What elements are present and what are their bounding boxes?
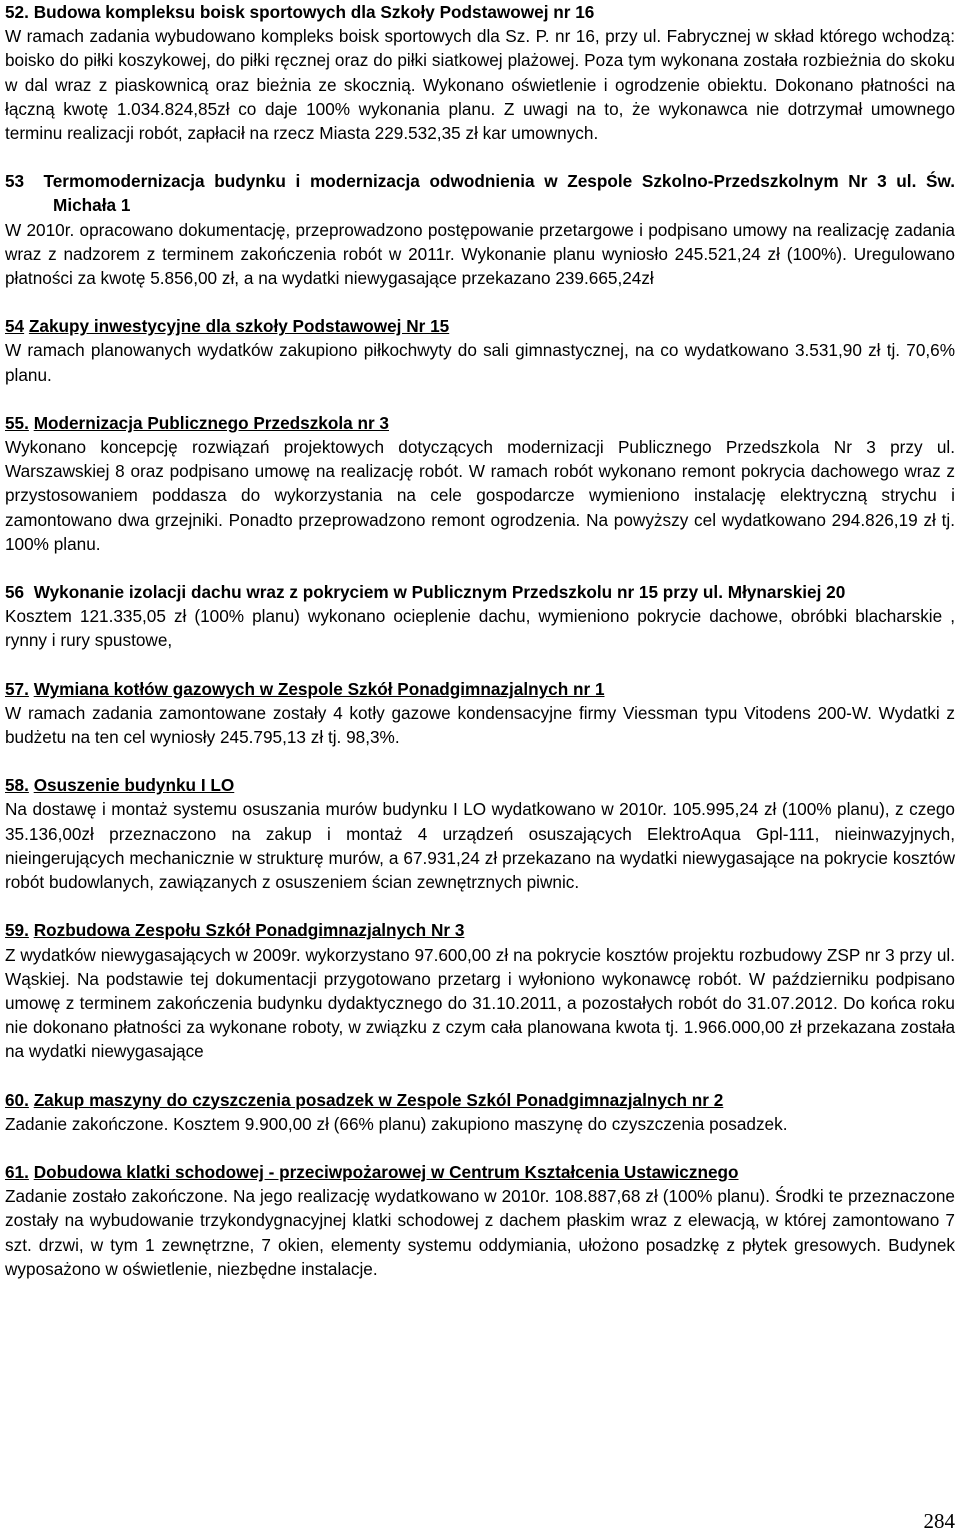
- section-number: 56: [5, 582, 25, 603]
- section-53: [5, 169, 955, 290]
- section-title: Modernizacja Publicznego Przedszkola nr 3: [33, 412, 389, 433]
- section-body: W ramach planowanych wydatków zakupiono piłkochwyty do sali gimnastycznej, na co wydatkowano 3.531,90 zł tj. 70,6% planu.: [5, 340, 955, 385]
- section-57: [5, 677, 955, 750]
- section-61: [5, 1160, 955, 1281]
- section-number: 58.: [5, 775, 29, 796]
- section-heading: [5, 0, 955, 24]
- section-heading: [5, 1160, 955, 1184]
- section-body: Na dostawę i montaż systemu osuszania murów budynku I LO wydatkowano w 2010r. 105.995,24 zł (100% planu), z czego 35.136,00zł przeznaczono na zakup i montaż 4 urządzeń osuszających ElektroAqua Gpl-111, nieinwazyjnych, nieingerujących mechanicznie w strukturę murów, a 67.931,24 zł przekazano na wydatki niewygasające na pokrycie kosztów robót budowlanych, zawiązanych z osuszeniem ścian zewnętrznych piwnic.: [5, 799, 955, 893]
- section-title: Zakupy inwestycyjne dla szkoły Podstawowej Nr 15: [28, 316, 450, 337]
- section-title: Zakup maszyny do czyszczenia posadzek w Zespole Szkól Ponadgimnazjalnych nr 2: [33, 1089, 724, 1110]
- section-number: 52.: [5, 2, 29, 22]
- section-title: Dobudowa klatki schodowej - przeciwpożarowej w Centrum Kształcenia Ustawicznego: [33, 1161, 739, 1182]
- document-page: [5, 0, 955, 1281]
- section-heading: [5, 773, 955, 797]
- section-55: [5, 411, 955, 556]
- section-54: [5, 314, 955, 387]
- section-body: Kosztem 121.335,05 zł (100% planu) wykonano ocieplenie dachu, wymieniono pokrycie dachowe, obróbki blacharskie , rynny i rury spustowe,: [5, 606, 955, 651]
- section-heading: [5, 677, 955, 701]
- section-title: Rozbudowa Zespołu Szkół Ponadgimnazjalnych Nr 3: [33, 920, 465, 941]
- section-heading: [5, 580, 955, 604]
- section-56: [5, 580, 955, 653]
- section-number: 57.: [5, 678, 29, 699]
- section-number: 55.: [5, 412, 29, 433]
- section-body: W 2010r. opracowano dokumentację, przeprowadzono postępowanie przetargowe i podpisano umowy na realizację zadania wraz z nadzorem z terminem zakończenia robót w 2011r. Wykonanie planu wyniosło 245.521,24 zł (100%). Uregulowano płatności za kwotę 5.856,00 zł, a na wydatki niewygasające przekazano 239.665,24zł: [5, 219, 955, 289]
- section-heading: [5, 314, 955, 338]
- section-58: [5, 773, 955, 894]
- section-title: Wymiana kotłów gazowych w Zespole Szkół Ponadgimnazjalnych nr 1: [33, 678, 605, 699]
- section-number: 54: [5, 316, 25, 337]
- section-60: [5, 1088, 955, 1136]
- section-body: Zadanie zostało zakończone. Na jego realizację wydatkowano w 2010r. 108.887,68 zł (100% planu). Środki te przeznaczone zostały na wybudowanie trzykondygnacyjnej klatki schodowej z dachem płaskim wraz z elewacją, w której zamontowano 7 szt. drzwi, w tym 1 zewnętrzne, 7 okien, elementy systemu oddymiania, ułożono posadzkę z płytek gresowych. Budynek wyposażono w oświetlenie, niezbędne instalacje.: [5, 1186, 955, 1279]
- section-title: Termomodernizacja budynku i modernizacja odwodnienia w Zespole Szkolno-Przedszkolnym Nr 3 ul. Św. Michała 1: [43, 171, 955, 216]
- section-heading: [5, 1088, 955, 1112]
- section-number: 60.: [5, 1089, 29, 1110]
- section-number: 53: [5, 171, 25, 192]
- section-heading: [5, 918, 955, 942]
- section-heading: [5, 169, 955, 217]
- section-52: [5, 0, 955, 145]
- section-body: W ramach zadania zamontowane zostały 4 kotły gazowe kondensacyjne firmy Viessman typu Vitodens 200-W. Wydatki z budżetu na ten cel wyniosły 245.795,13 zł tj. 98,3%.: [5, 702, 955, 748]
- section-body: W ramach zadania wybudowano kompleks boisk sportowych dla Sz. P. nr 16, przy ul. Fabrycznej w skład którego wchodzą: boisko do piłki koszykowej, do piłki ręcznej oraz do piłki siatkowej plażowej. Poza tym wykonana została rozbieżnia do skoku w dal wraz z piaskownicą oraz bieżnia ze skocznią. Wykonano oświetlenie i ogrodzenie obiektu. Dokonano płatności na łączną kwotę 1.034.824,85zł co daje 100% wykonania planu. Z uwagi na to, że wykonawca nie dotrzymał umownego terminu realizacji robót, zapłacił na rzecz Miasta 229.532,35 zł kar umownych.: [5, 26, 955, 144]
- page-number: 284: [923, 1509, 955, 1533]
- section-number: 59.: [5, 920, 29, 941]
- section-59: [5, 918, 955, 1063]
- section-title: Budowa kompleksu boisk sportowych dla Szkoły Podstawowej nr 16: [33, 2, 595, 22]
- section-body: Wykonano koncepcję rozwiązań projektowych dotyczących modernizacji Publicznego Przedszkola Nr 3 przy ul. Warszawskiej 8 oraz podpisano umowę na realizację robót. W ramach robót wykonano remont pokrycia dachowego wraz z przystosowaniem poddasza do wykorzystania na cele gospodarcze wymieniono instalację elektryczną strychu i zamontowano dwa grzejniki. Ponadto przeprowadzono remont ogrodzenia. Na powyższy cel wydatkowano 294.826,19 zł tj. 100% planu.: [5, 437, 955, 554]
- section-number: 61.: [5, 1161, 29, 1182]
- section-body: Zadanie zakończone. Kosztem 9.900,00 zł (66% planu) zakupiono maszynę do czyszczenia posadzek.: [5, 1113, 788, 1134]
- section-title: Osuszenie budynku I LO: [33, 775, 235, 796]
- section-title: Wykonanie izolacji dachu wraz z pokryciem w Publicznym Przedszkolu nr 15 przy ul. Młynarskiej 20: [33, 582, 846, 603]
- section-body: Z wydatków niewygasających w 2009r. wykorzystano 97.600,00 zł na pokrycie kosztów projektu rozbudowy ZSP nr 3 przy ul. Wąskiej. Na podstawie tej dokumentacji przygotowano przetarg i wyłoniono wykonawcę robót. W październiku podpisano umowę z terminem zakończenia budynku dydaktycznego do 31.10.2011, a pozostałych robót do 31.07.2012. Do końca roku nie dokonano płatności za wykonane roboty, w związku z czym cała planowana kwota tj. 1.966.000,00 zł przekazana została na wydatki niewygasające: [5, 944, 955, 1062]
- section-heading: [5, 411, 955, 435]
